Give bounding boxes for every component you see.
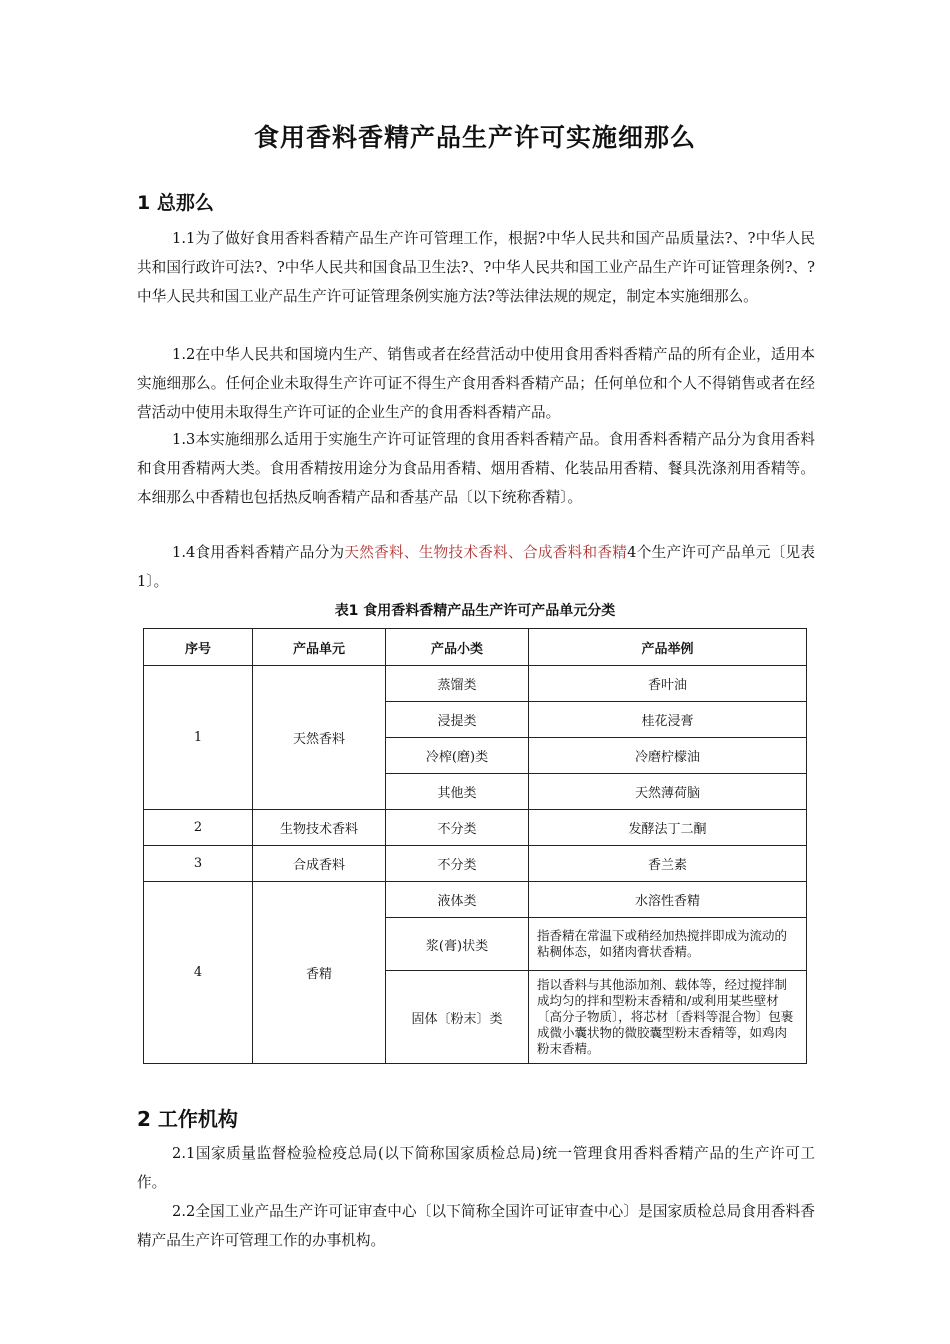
cell-subcategory: 不分类 <box>386 846 529 882</box>
paragraph-1-4-start: 1.4食用香料香精产品分为 <box>172 544 345 561</box>
cell-example: 发酵法丁二酮 <box>529 810 807 846</box>
cell-subcategory: 其他类 <box>386 774 529 810</box>
cell-unit: 合成香料 <box>253 846 386 882</box>
cell-example: 指以香料与其他添加剂、载体等，经过搅拌制成均匀的拌和型粉末香精和/或利用某些壁材〔高分子物质〕，将芯材〔香料等混合物〕包裹成微小囊状物的微胶囊型粉末香精等，如鸡肉粉末香精。 <box>529 971 807 1064</box>
paragraph-2-2: 2.2全国工业产品生产许可证审查中心〔以下简称全国许可证审查中心〕是国家质检总局食用香料香精产品生产许可管理工作的办事机构。 <box>137 1203 815 1249</box>
section-2-heading: 2 工作机构 <box>137 1107 238 1131</box>
paragraph-1-1: 1.1为了做好食用香料香精产品生产许可管理工作，根据?中华人民共和国产品质量法?、?中华人民共和国行政许可法?、?中华人民共和国食品卫生法?、?中华人民共和国工业产品生产许可证管理条例?、?中华人民共和国工业产品生产许可证管理条例实施方法?等法律法规的规定，制定本实施细那么。 <box>137 230 815 305</box>
paragraph-2-1: 2.1国家质量监督检验检疫总局(以下简称国家质检总局)统一管理食用香料香精产品的生产许可工作。 <box>137 1145 815 1191</box>
product-unit-table <box>143 628 807 1064</box>
header-subcategory: 产品小类 <box>386 629 529 666</box>
header-example: 产品举例 <box>529 629 807 666</box>
paragraph-1-4-highlight: 天然香料、生物技术香料、合成香料和香精 <box>344 544 628 561</box>
cell-subcategory: 固体〔粉末〕类 <box>386 971 529 1064</box>
table-caption: 表1 食用香料香精产品生产许可产品单元分类 <box>334 603 616 619</box>
cell-no: 3 <box>144 846 253 882</box>
cell-no: 2 <box>144 810 253 846</box>
cell-subcategory: 液体类 <box>386 882 529 918</box>
paragraph-1-3: 1.3本实施细那么适用于实施生产许可证管理的食用香料香精产品。食用香料香精产品分为食用香料和食用香精两大类。食用香精按用途分为食品用香精、烟用香精、化装品用香精、餐具洗涤剂用香精等。本细那么中香精也包括热反响香精产品和香基产品〔以下统称香精〕。 <box>137 431 815 506</box>
cell-subcategory: 冷榨(磨)类 <box>386 738 529 774</box>
header-no: 序号 <box>144 629 253 666</box>
section-1-heading: 1 总那么 <box>137 192 214 214</box>
table-row <box>144 810 807 846</box>
cell-example: 香叶油 <box>529 666 807 702</box>
cell-subcategory: 不分类 <box>386 810 529 846</box>
cell-example: 冷磨柠檬油 <box>529 738 807 774</box>
table-row <box>144 846 807 882</box>
cell-unit: 生物技术香料 <box>253 810 386 846</box>
cell-example: 水溶性香精 <box>529 882 807 918</box>
cell-example: 天然薄荷脑 <box>529 774 807 810</box>
cell-no: 1 <box>144 666 253 810</box>
document-title: 食用香料香精产品生产许可实施细那么 <box>253 123 696 152</box>
cell-example: 指香精在常温下或稍经加热搅拌即成为流动的粘稠体态，如猪肉膏状香精。 <box>529 918 807 971</box>
paragraph-1-4 <box>137 538 815 596</box>
cell-unit: 香精 <box>253 882 386 1064</box>
cell-subcategory: 浆(膏)状类 <box>386 918 529 971</box>
cell-unit: 天然香料 <box>253 666 386 810</box>
cell-example: 香兰素 <box>529 846 807 882</box>
table-header-row <box>144 629 807 666</box>
cell-subcategory: 蒸馏类 <box>386 666 529 702</box>
header-unit: 产品单元 <box>253 629 386 666</box>
paragraph-1-4-end: 4个生产许可产品单元〔见表1〕。 <box>137 544 815 590</box>
cell-subcategory: 浸提类 <box>386 702 529 738</box>
cell-example: 桂花浸膏 <box>529 702 807 738</box>
cell-no: 4 <box>144 882 253 1064</box>
table-row <box>144 666 807 702</box>
table-row <box>144 882 807 918</box>
paragraph-1-2: 1.2在中华人民共和国境内生产、销售或者在经营活动中使用食用香料香精产品的所有企业，适用本实施细那么。任何企业未取得生产许可证不得生产食用香料香精产品；任何单位和个人不得销售或者在经营活动中使用未取得生产许可证的企业生产的食用香料香精产品。 <box>137 346 815 421</box>
